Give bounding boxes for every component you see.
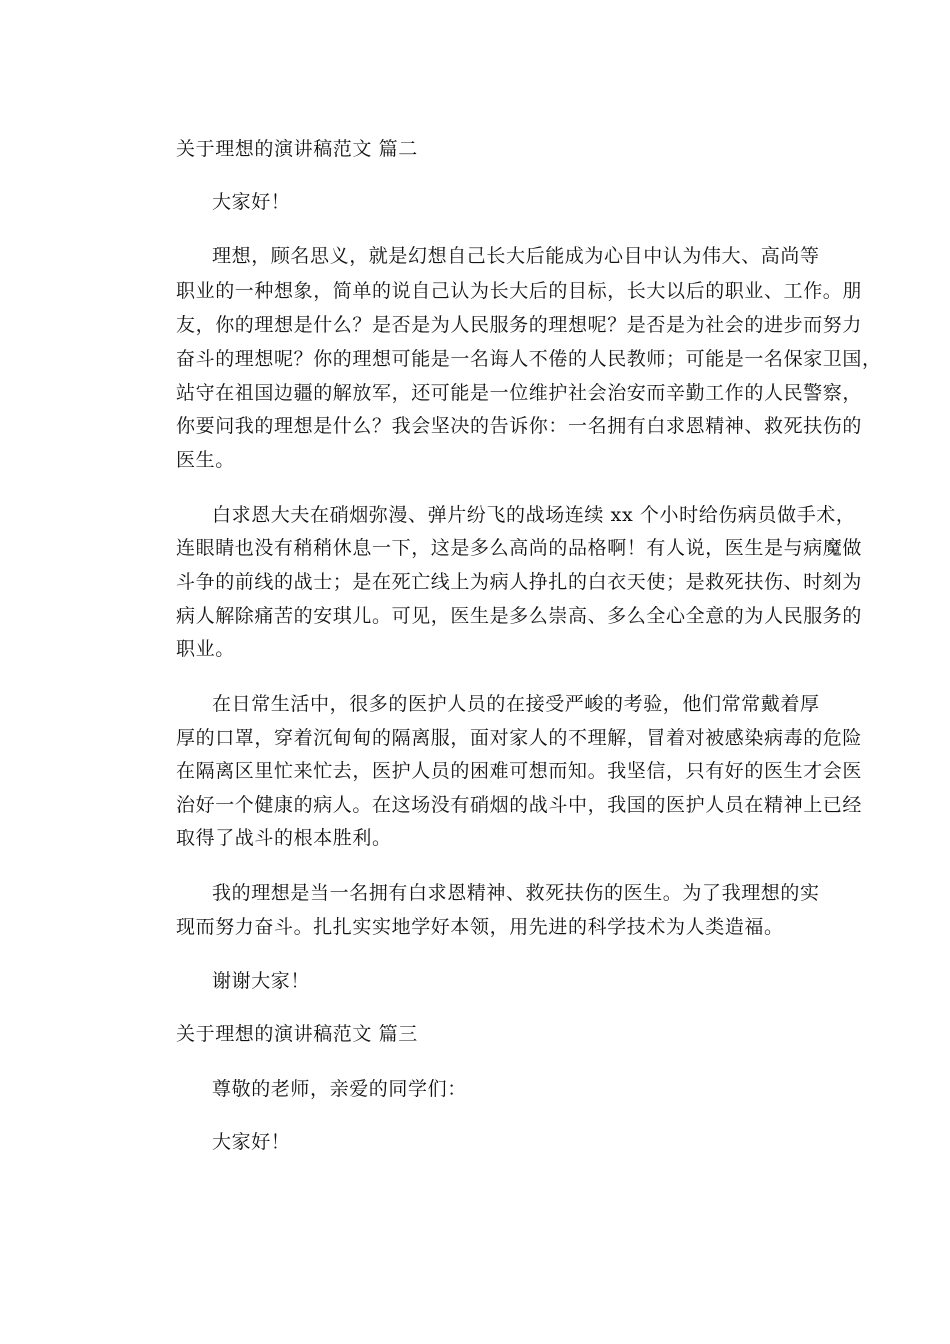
paragraph-line: 连眼睛也没有稍稍休息一下，这是多么高尚的品格啊！有人说，医生是与病魔做 — [176, 537, 863, 559]
paragraph-line: 友，你的理想是什么？是否是为人民服务的理想呢？是否是为社会的进步而努力 — [176, 314, 863, 336]
paragraph-line: 在隔离区里忙来忙去，医护人员的困难可想而知。我坚信，只有好的医生才会医 — [176, 760, 863, 782]
paragraph-line: 站守在祖国边疆的解放军，还可能是一位维护社会治安而辛勤工作的人民警察， — [176, 382, 863, 404]
section-heading: 关于理想的演讲稿范文 篇二 — [176, 138, 418, 160]
paragraph-line: 治好一个健康的病人。在这场没有硝烟的战斗中，我国的医护人员在精神上已经 — [176, 794, 863, 816]
paragraph-line: 职业。 — [176, 638, 235, 660]
paragraph-line: 职业的一种想象，简单的说自己认为长大后的目标，长大以后的职业、工作。朋 — [176, 280, 863, 302]
section-heading: 关于理想的演讲稿范文 篇三 — [176, 1023, 418, 1045]
paragraph-line: 你要问我的理想是什么？我会坚决的告诉你：一名拥有白求恩精神、救死扶伤的 — [176, 415, 863, 437]
paragraph-line: 取得了战斗的根本胜利。 — [176, 827, 392, 849]
paragraph-line: 在日常生活中，很多的医护人员的在接受严峻的考验，他们常常戴着厚 — [212, 693, 820, 715]
closing: 谢谢大家！ — [212, 970, 311, 992]
greeting: 大家好！ — [212, 1131, 291, 1153]
paragraph-line: 病人解除痛苦的安琪儿。可见，医生是多么崇高、多么全心全意的为人民服务的 — [176, 605, 863, 627]
paragraph-line: 奋斗的理想呢？你的理想可能是一名诲人不倦的人民教师；可能是一名保家卫国， — [176, 348, 882, 370]
paragraph-line: 斗争的前线的战士；是在死亡线上为病人挣扎的白衣天使；是救死扶伤、时刻为 — [176, 571, 863, 593]
paragraph-line: 厚的口罩，穿着沉甸甸的隔离服，面对家人的不理解，冒着对被感染病毒的危险 — [176, 727, 863, 749]
paragraph-line: 医生。 — [176, 449, 235, 471]
paragraph-line: 白求恩大夫在硝烟弥漫、弹片纷飞的战场连续 xx 个小时给伤病员做手术， — [212, 504, 856, 526]
paragraph-line: 现而努力奋斗。扎扎实实地学好本领，用先进的科学技术为人类造福。 — [176, 916, 784, 938]
greeting: 大家好！ — [212, 191, 291, 213]
paragraph-line: 理想，顾名思义，就是幻想自己长大后能成为心目中认为伟大、高尚等 — [212, 245, 820, 267]
paragraph-line: 我的理想是当一名拥有白求恩精神、救死扶伤的医生。为了我理想的实 — [212, 882, 820, 904]
salutation: 尊敬的老师，亲爱的同学们： — [212, 1078, 467, 1100]
